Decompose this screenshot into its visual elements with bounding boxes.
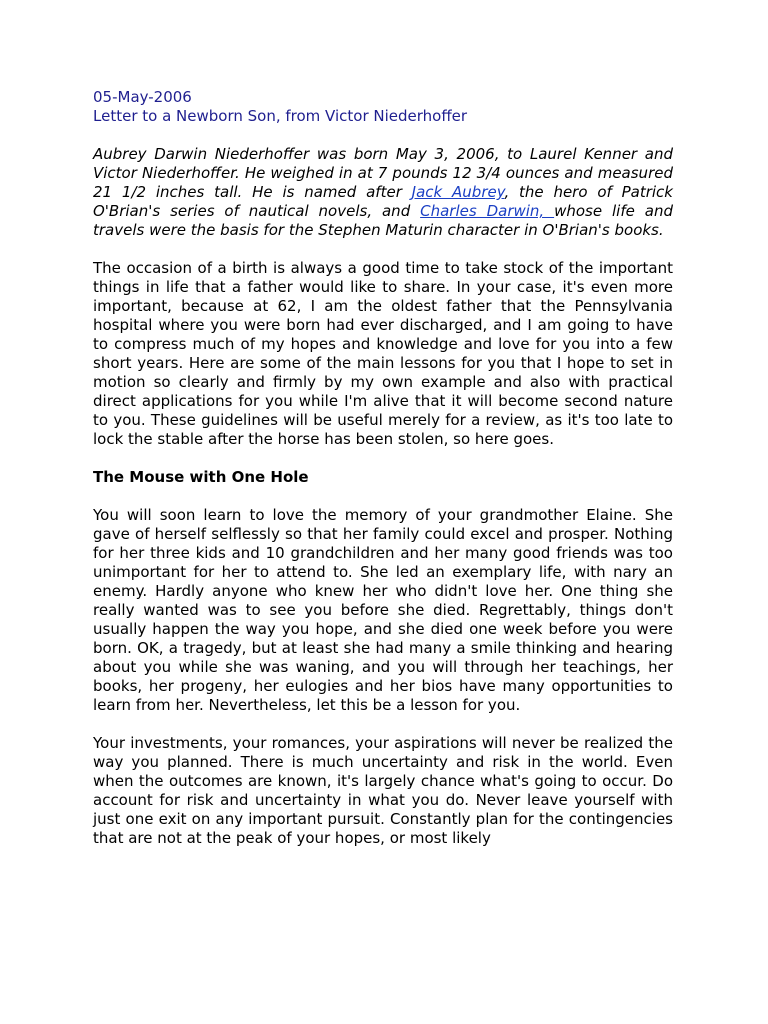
- intro-text-1: Aubrey Darwin Niederhoffer was born May 3, 2006, to Laurel Kenner and Victor Niederhoffer. He weighed in at 7 pounds 12 3/4 ounces and measured 21 1/2 inches tall. He is named after: [93, 145, 673, 201]
- intro-paragraph: [93, 145, 673, 240]
- letter-page: [93, 88, 673, 867]
- grandmother-paragraph: You will soon learn to love the memory of your grandmother Elaine. She gave of herself selflessly so that her family could excel and prosper. Nothing for her three kids and 10 grandchildren and her many good friends was too unimportant for her to attend to. She led an exemplary life, with nary an enemy. Hardly anyone who knew her who didn't love her. One thing she really wanted was to see you before she died. Regrettably, things don't usually happen the way you hope, and she died one week before you were born. OK, a tragedy, but at least she had many a smile thinking and hearing about you while she was waning, and you will through her teachings, her books, her progeny, her eulogies and her bios have many opportunities to learn from her. Nevertheless, let this be a lesson for you.: [93, 506, 673, 714]
- date-line: 05-May-2006: [93, 88, 192, 106]
- section-heading-mouse: The Mouse with One Hole: [93, 468, 309, 486]
- letter-title: Letter to a Newborn Son, from Victor Niederhoffer: [93, 107, 468, 125]
- investments-paragraph: Your investments, your romances, your aspirations will never be realized the way you planned. There is much uncertainty and risk in the world. Even when the outcomes are known, it's largely chance what's going to occur. Do account for risk and uncertainty in what you do. Never leave yourself with just one exit on any important pursuit. Constantly plan for the contingencies that are not at the peak of your hopes, or most likely: [93, 734, 673, 847]
- intro-text-2: , the hero of Patrick O'Brian's series of nautical novels, and: [93, 183, 673, 220]
- occasion-paragraph: The occasion of a birth is always a good time to take stock of the important things in life that a father would like to share. In your case, it's even more important, because at 62, I am the oldest father that the Pennsylvania hospital where you were born had ever discharged, and I am going to have to compress much of my hopes and knowledge and love for you into a few short years. Here are some of the main lessons for you that I hope to set in motion so clearly and firmly by my own example and also with practical direct applications for you while I'm alive that it will become second nature to you. These guidelines will be useful merely for a review, as it's too late to lock the stable after the horse has been stolen, so here goes.: [93, 259, 673, 448]
- intro-text-3: whose life and travels were the basis for the Stephen Maturin character in O'Brian's books.: [93, 202, 673, 239]
- jack-aubrey-link[interactable]: Jack Aubrey: [411, 183, 505, 201]
- charles-darwin-link[interactable]: Charles Darwin,: [420, 202, 555, 220]
